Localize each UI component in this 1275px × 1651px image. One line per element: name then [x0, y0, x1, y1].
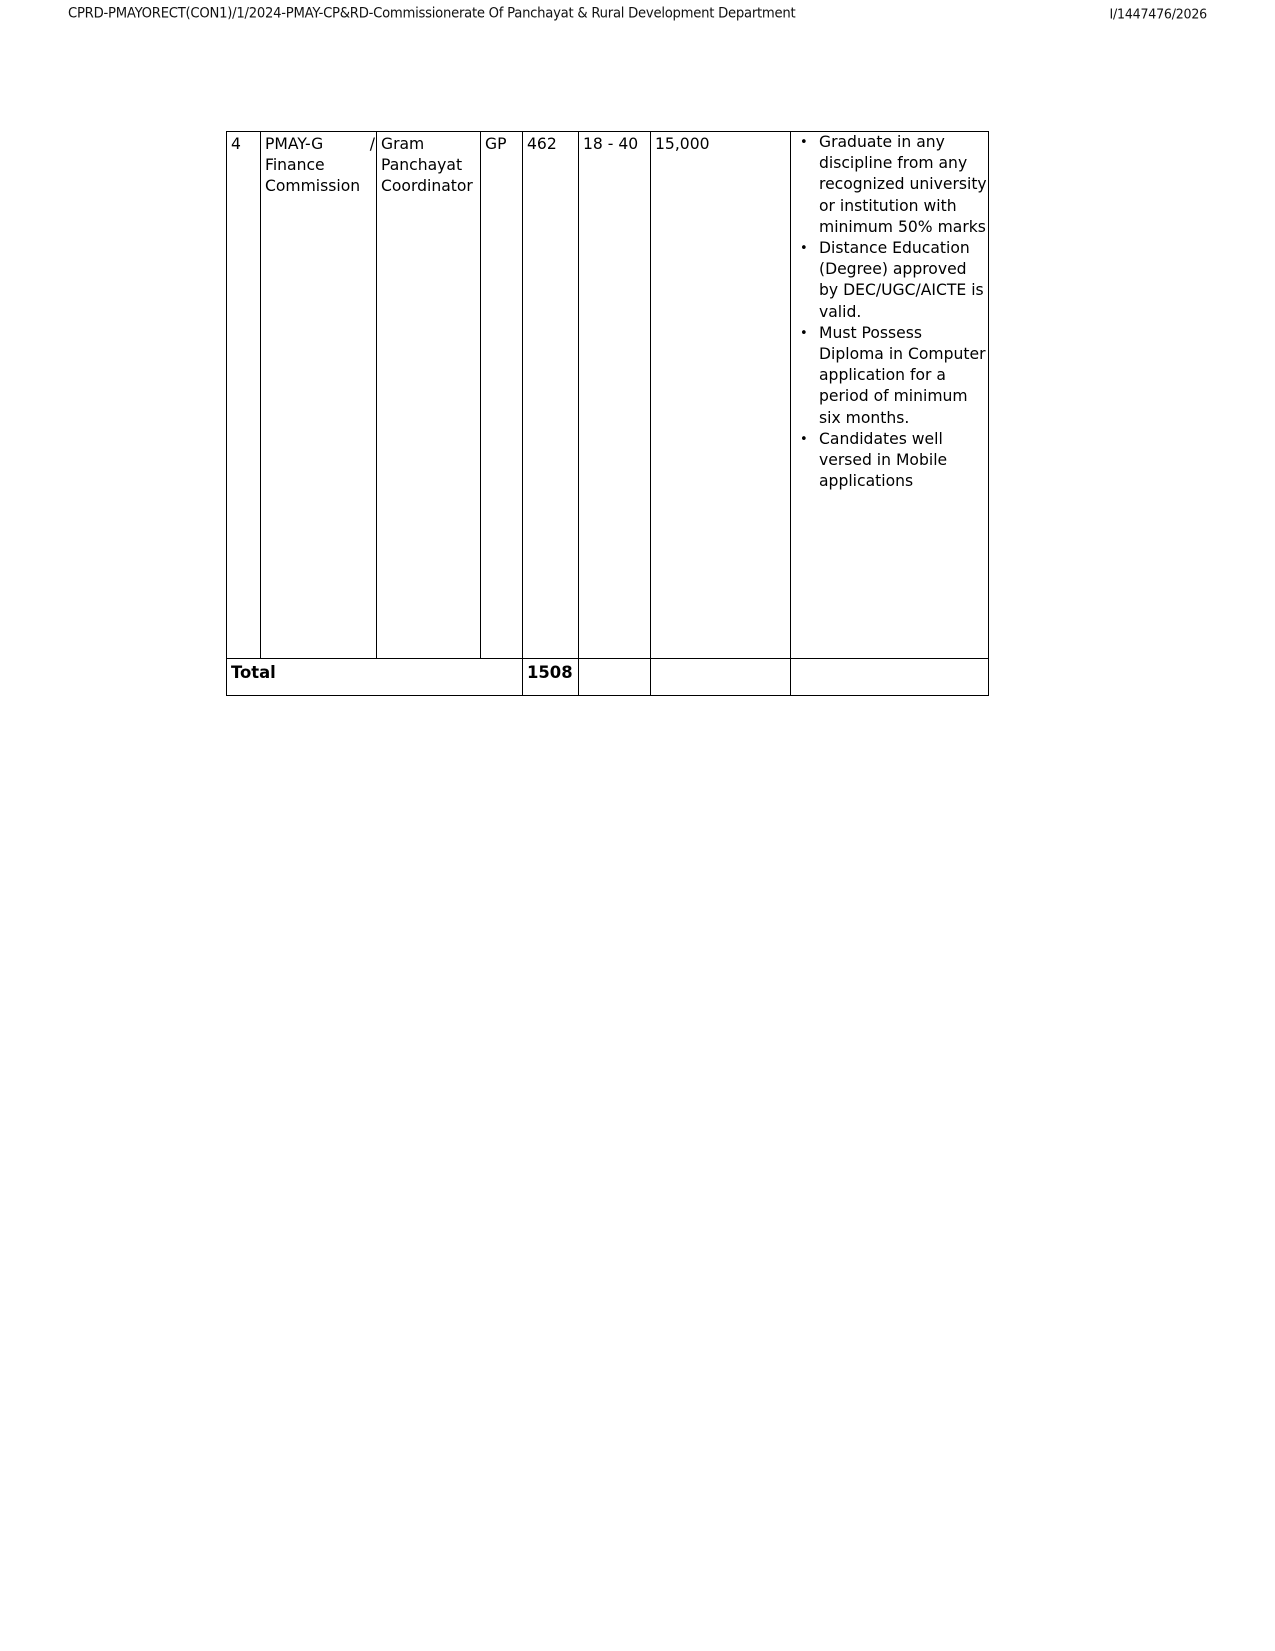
- qualification-list: [791, 132, 988, 492]
- scheme-line-1: [265, 134, 375, 155]
- cell-total-remuneration: [651, 659, 791, 696]
- cell-level: [481, 132, 523, 659]
- qualification-item: • Candidates well versed in Mobile applications: [817, 429, 988, 493]
- document-reference-number: CPRD-PMAYORECT(CON1)/1/2024-PMAY-CP&RD-Commissionerate Of Panchayat & Rural Development Department: [68, 6, 796, 22]
- cell-qualification: [791, 132, 989, 659]
- qualification-item: • Distance Education (Degree) approved by DEC/UGC/AICTE is valid.: [817, 238, 988, 323]
- page-header: [0, 6, 1275, 30]
- remuneration-value: 15,000: [655, 135, 710, 153]
- cell-age: [579, 132, 651, 659]
- cell-total-vacancies: [523, 659, 579, 696]
- scheme-line-2: Finance: [265, 156, 325, 174]
- total-label: Total: [231, 663, 276, 682]
- scheme-name: PMAY-G: [265, 135, 324, 153]
- scheme-value: [261, 132, 376, 199]
- cell-vacancies: [523, 132, 579, 659]
- table-row: [227, 132, 989, 659]
- level-value: GP: [485, 135, 507, 153]
- cell-remuneration: [651, 132, 791, 659]
- scheme-line-3: Commission: [265, 177, 361, 195]
- cell-total-label: [227, 659, 523, 696]
- recruitment-table-container: [226, 131, 988, 696]
- cell-post: [377, 132, 481, 659]
- cell-total-age: [579, 659, 651, 696]
- scheme-separator: /: [369, 135, 375, 153]
- document-file-number: I/1447476/2026: [1109, 6, 1207, 22]
- age-value: 18 - 40: [583, 135, 639, 153]
- cell-scheme: [261, 132, 377, 659]
- post-value: Gram Panchayat Coordinator: [381, 135, 473, 195]
- qualification-item: • Graduate in any discipline from any recognized university or institution with minimum 50% marks: [817, 132, 988, 238]
- qualification-item: • Must Possess Diploma in Computer application for a period of minimum six months.: [817, 323, 988, 429]
- table-total-row: [227, 659, 989, 696]
- sl-no-value: 4: [231, 135, 241, 153]
- recruitment-table: [226, 131, 989, 696]
- total-vacancies-value: 1508: [527, 663, 573, 682]
- cell-sl-no: [227, 132, 261, 659]
- cell-total-qualification: [791, 659, 989, 696]
- vacancies-value: 462: [527, 135, 557, 153]
